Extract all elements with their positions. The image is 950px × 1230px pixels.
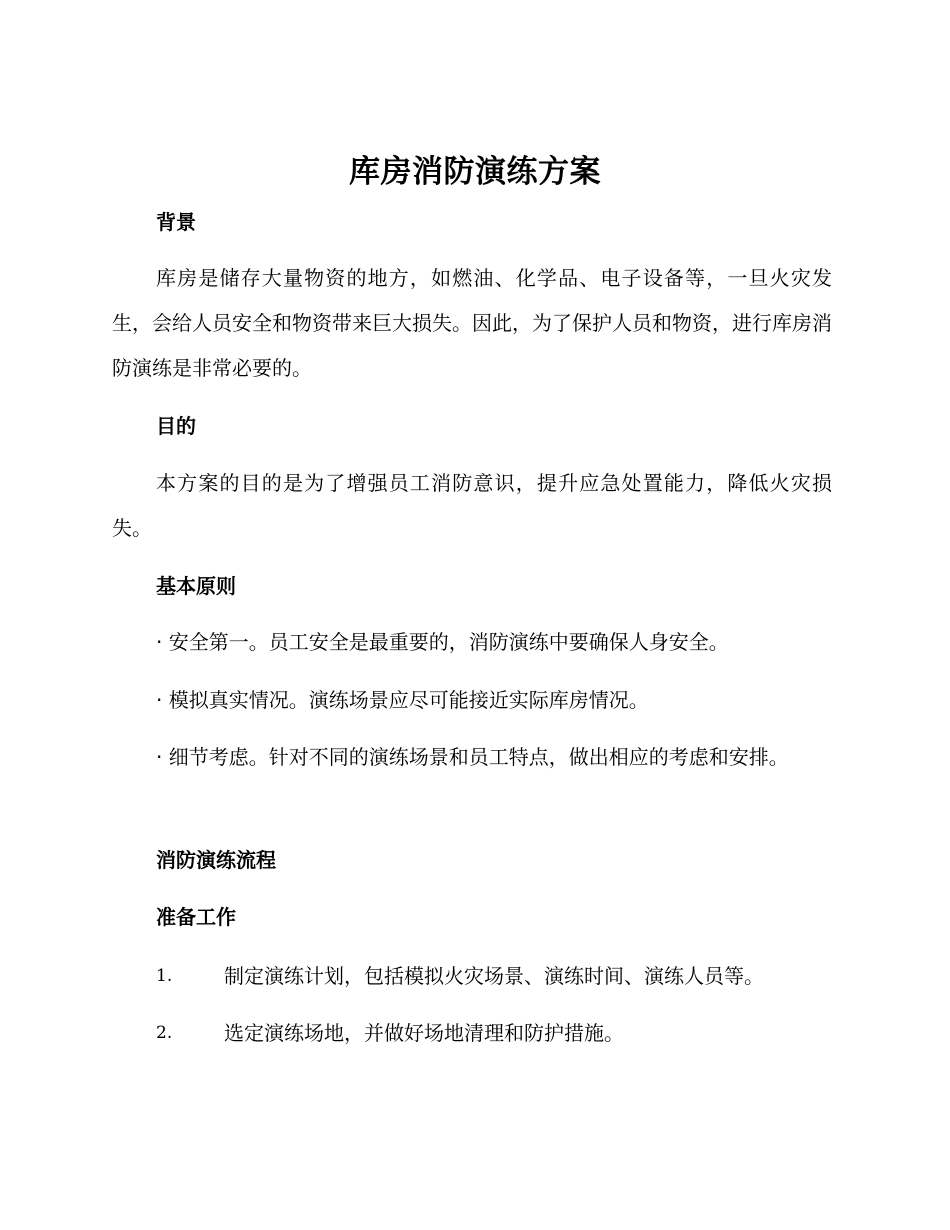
numbered-list-item	[156, 961, 856, 991]
principle-item: · 细节考虑。针对不同的演练场景和员工特点，做出相应的考虑和安排。	[156, 745, 789, 769]
principle-item: · 模拟真实情况。演练场景应尽可能接近实际库房情况。	[156, 688, 649, 712]
section-heading-preparation: 准备工作	[156, 905, 236, 929]
section-heading-purpose: 目的	[156, 414, 196, 438]
section-heading-process: 消防演练流程	[156, 848, 276, 872]
list-number: 1.	[156, 966, 173, 986]
purpose-paragraph: 本方案的目的是为了增强员工消防意识，提升应急处置能力，降低火灾损失。	[112, 471, 832, 540]
list-text: 制定演练计划，包括模拟火灾场景、演练时间、演练人员等。	[224, 964, 764, 988]
numbered-list-item	[156, 1018, 856, 1048]
section-heading-background: 背景	[156, 210, 196, 234]
principle-item: · 安全第一。员工安全是最重要的，消防演练中要确保人身安全。	[156, 630, 729, 654]
list-number: 2.	[156, 1023, 173, 1043]
list-text: 选定演练场地，并做好场地清理和防护措施。	[224, 1021, 624, 1045]
document-title: 库房消防演练方案	[349, 154, 601, 190]
section-heading-principles: 基本原则	[156, 574, 236, 598]
background-paragraph: 库房是储存大量物资的地方，如燃油、化学品、电子设备等，一旦火灾发生，会给人员安全和物资带来巨大损失。因此，为了保护人员和物资，进行库房消防演练是非常必要的。	[112, 266, 832, 380]
